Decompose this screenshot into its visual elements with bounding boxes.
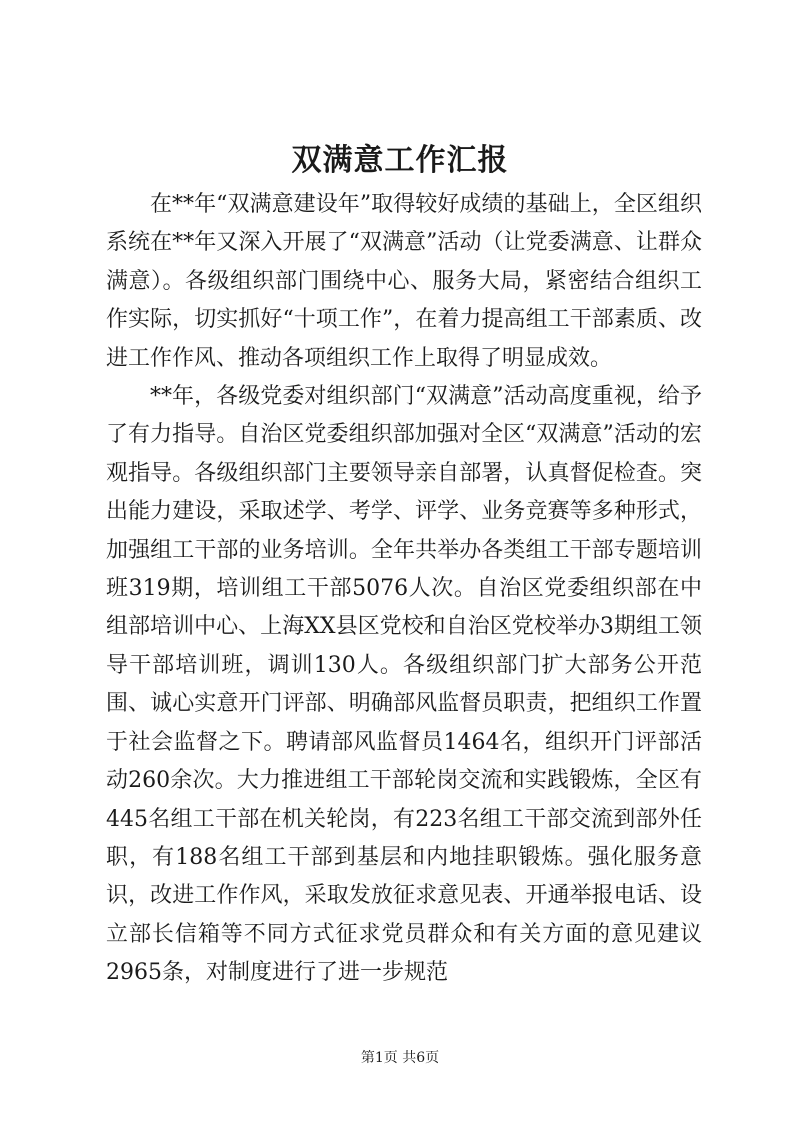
paragraph-2: **年，各级党委对组织部门“双满意”活动高度重视，给予了有力指导。自治区党委组织部加强对全区“双满意”活动的宏观指导。各级组织部门主要领导亲自部署，认真督促检查。突出能力建设，采取述学、考学、评学、业务竞赛等多种形式，加强组工干部的业务培训。全年共举办各类组工干部专题培训班319期，培训组工干部5076人次。自治区党委组织部在中组部培训中心、上海XX县区党校和自治区党校举办3期组工领导干部培训班，调训130人。各级组织部门扩大部务公开范围、诚心实意开门评部、明确部风监督员职责，把组织工作置于社会监督之下。聘请部风监督员1464名，组织开门评部活动260余次。大力推进组工干部轮岗交流和实践锻炼，全区有445名组工干部在机关轮岗，有223名组工干部交流到部外任职，有188名组工干部到基层和内地挂职锻炼。强化服务意识，改进工作作风，采取发放征求意见表、开通举报电话、设立部长信箱等不同方式征求党员群众和有关方面的意见建议2965条，对制度进行了进一步规范 (106, 384, 702, 986)
document-body (106, 186, 702, 993)
page-footer: 第1页 共6页 (360, 1050, 440, 1066)
paragraph-1: 在**年“双满意建设年”取得较好成绩的基础上，全区组织系统在**年又深入开展了“双满意”活动（让党委满意、让群众满意）。各级组织部门围绕中心、服务大局，紧密结合组织工作实际，切实抓好“十项工作”，在着力提高组工干部素质、改进工作作风、推动各项组织工作上取得了明显成效。 (106, 192, 702, 371)
document-title: 双满意工作汇报 (291, 143, 509, 178)
